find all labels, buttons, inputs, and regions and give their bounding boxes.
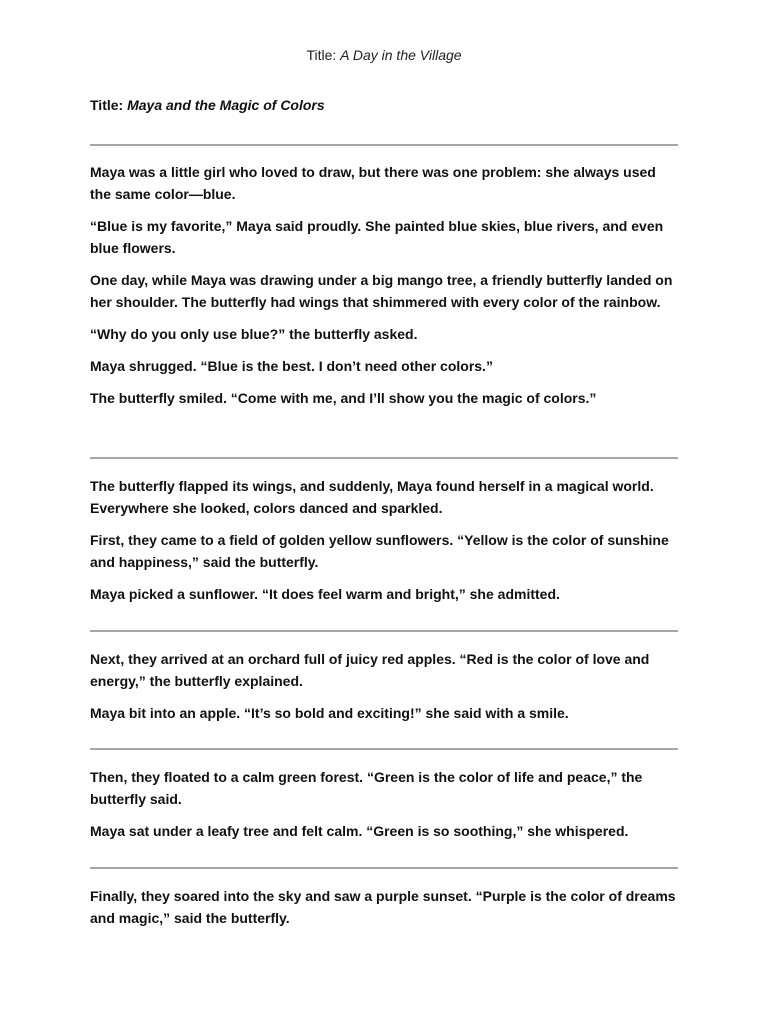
section-divider [90,748,678,750]
paragraph: “Blue is my favorite,” Maya said proudly. She painted blue skies, blue rivers, and even blue flowers. [90,218,664,256]
story-title [90,97,325,113]
paragraph: Finally, they soared into the sky and saw a purple sunset. “Purple is the color of dreams and magic,” said the butterfly. [90,888,676,926]
paragraph: The butterfly smiled. “Come with me, and I’ll show you the magic of colors.” [90,390,597,406]
section-divider [90,867,678,869]
paragraph: Maya picked a sunflower. “It does feel warm and bright,” she admitted. [90,586,560,602]
header-title: A Day in the Village [340,47,462,63]
story-section-1 [90,161,680,419]
paragraph: Maya bit into an apple. “It’s so bold and exciting!” she said with a smile. [90,705,569,721]
story-title-text: Maya and the Magic of Colors [127,97,325,113]
paragraph: Maya was a little girl who loved to draw, but there was one problem: she always used the same color—blue. [90,164,656,202]
story-title-label: Title: [90,97,128,113]
paragraph: The butterfly flapped its wings, and suddenly, Maya found herself in a magical world. Everywhere she looked, colors danced and sparkled. [90,478,654,516]
section-divider [90,630,678,632]
paragraph: Maya sat under a leafy tree and felt calm. “Green is so soothing,” she whispered. [90,823,629,839]
story-section-2 [90,475,680,615]
section-divider [90,144,678,146]
paragraph: Maya shrugged. “Blue is the best. I don’t need other colors.” [90,358,493,374]
paragraph: First, they came to a field of golden yellow sunflowers. “Yellow is the color of sunshine and happiness,” said the butterfly. [90,532,669,570]
header-label: Title: [306,47,341,63]
section-divider [90,457,678,459]
paragraph: Next, they arrived at an orchard full of juicy red apples. “Red is the color of love and energy,” the butterfly explained. [90,651,650,689]
paragraph: One day, while Maya was drawing under a big mango tree, a friendly butterfly landed on her shoulder. The butterfly had wings that shimmered with every color of the rainbow. [90,272,673,310]
document-header [0,47,768,63]
paragraph: “Why do you only use blue?” the butterfly asked. [90,326,418,342]
story-section-3 [90,648,680,734]
story-section-4 [90,766,680,852]
story-section-5 [90,885,680,939]
paragraph: Then, they floated to a calm green forest. “Green is the color of life and peace,” the butterfly said. [90,769,643,807]
